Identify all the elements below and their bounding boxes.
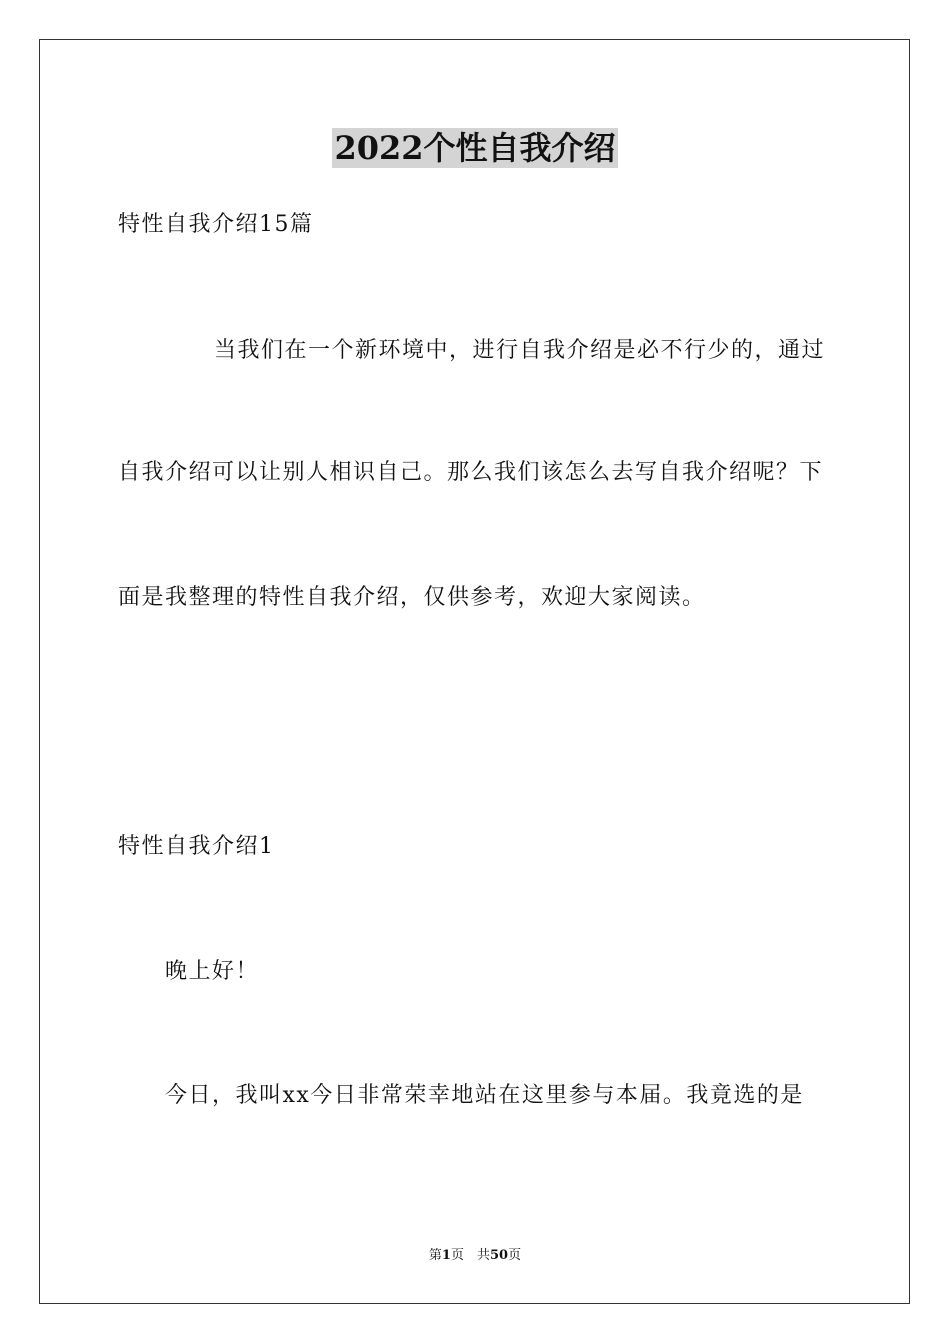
subtitle: 特性自我介绍15篇 xyxy=(118,212,314,237)
greeting: 晚上好！ xyxy=(165,959,260,984)
intro-line-2: 自我介绍可以让别人相识自己。那么我们该怎么去写自我介绍呢？下 xyxy=(118,460,824,485)
body-line: 今日，我叫xx今日非常荣幸地站在这里参与本届。我竟选的是 xyxy=(165,1083,804,1108)
footer-page-total: 50 xyxy=(489,1248,509,1263)
footer-page-number: 1 xyxy=(441,1248,451,1263)
footer-suffix: 页 xyxy=(508,1248,522,1263)
document-title-block xyxy=(0,128,950,168)
page-footer xyxy=(0,1247,950,1265)
footer-prefix: 第 xyxy=(428,1248,442,1263)
footer-mid: 页 共 xyxy=(450,1248,490,1263)
document-title: 2022个性自我介绍 xyxy=(334,129,616,167)
section-heading: 特性自我介绍1 xyxy=(118,834,275,859)
intro-line-1: 当我们在一个新环境中，进行自我介绍是必不行少的，通过 xyxy=(214,338,826,363)
intro-line-3: 面是我整理的特性自我介绍，仅供参考，欢迎大家阅读。 xyxy=(118,585,706,610)
